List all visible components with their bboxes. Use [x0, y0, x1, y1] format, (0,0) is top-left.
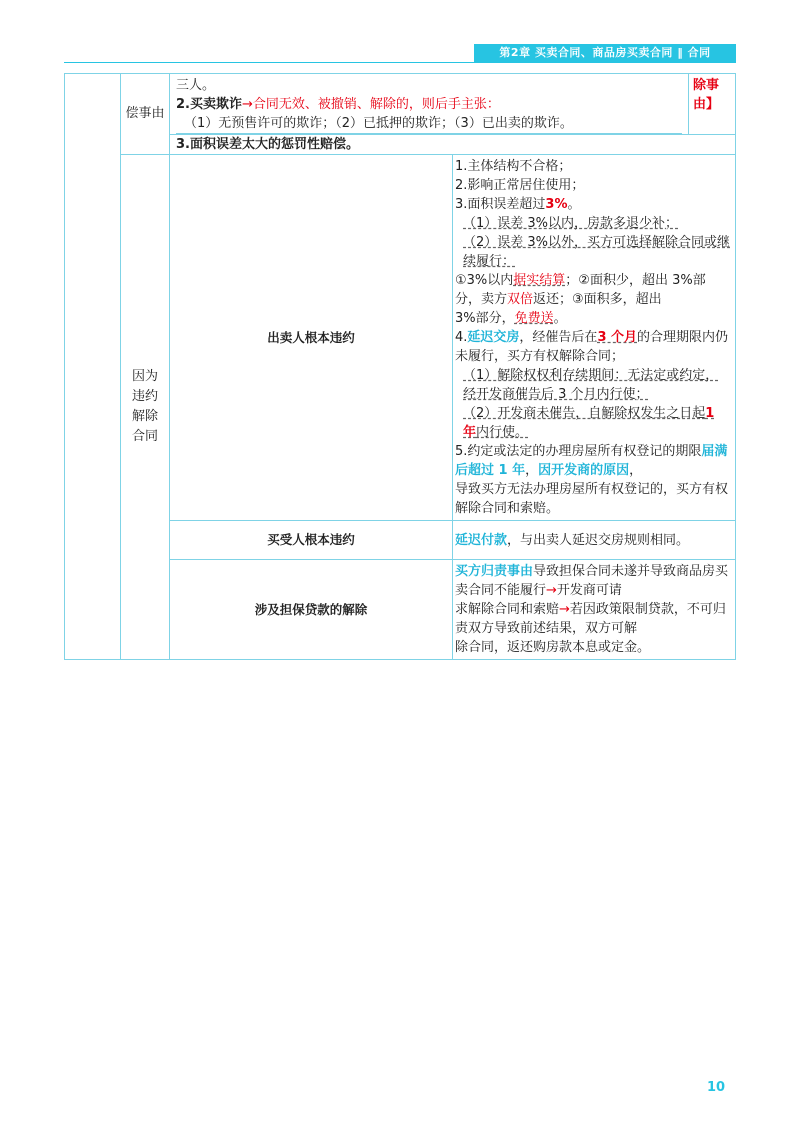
- loan-content: 买方归责事由导致担保合同未遂并导致商品房买卖合同不能履行→开发商可请 求解除合同和索赔→若因政策限制贷款，不可归责双方导致前述结果，双方可解 除合同，返还购房款本息或定金。: [453, 560, 736, 660]
- chapter-header: 第2章 买卖合同、商品房买卖合同 ‖ 合同: [474, 44, 736, 62]
- header-divider: [64, 62, 736, 63]
- side-label-cell: 偿事由: [121, 74, 170, 155]
- table-row: [65, 155, 736, 521]
- table-row: [65, 74, 736, 155]
- buyer-content: 延迟付款，与出卖人延迟交房规则相同。: [453, 521, 736, 560]
- seller-content: 1.主体结构不合格； 2.影响正常居住使用； 3.面积误差超过3%。 （1）误差 3%以内，房款多退少补； （2）误差 3%以外，买方可选择解除合同或继续履行： ①3%以内据实结算；②面积少，超出 3%部分，卖方双倍返还；③面积多，超出 3%部分，免费送。 4.延迟交房，经催告后在3 个月的合理期限内仍未履行，买方有权解除合同； （1）解除权权利存续期间：无法定或约定，经开发商催告后 3 个月内行使； （2）开发商未催告，自解除权发生之日起1 年内行使。 5.约定或法定的办理房屋所有权登记的期限届满后超过 1 年，因开发商的原因， 导致买方无法办理房屋所有权登记的，买方有权解除合同和索赔。: [453, 155, 736, 521]
- text-line: （1）无预售许可的欺诈；（2）已抵押的欺诈；（3）已出卖的欺诈。: [176, 114, 682, 134]
- section-label: 因为违约解除合同: [121, 155, 170, 660]
- text-line: 三人。: [176, 78, 216, 93]
- category-seller: 出卖人根本违约: [170, 155, 453, 521]
- top-content-cell: [170, 74, 736, 155]
- text-line: 2.买卖欺诈→合同无效、被撤销、解除的，则后手主张：: [176, 97, 500, 112]
- contract-table: [64, 73, 736, 660]
- category-buyer: 买受人根本违约: [170, 521, 453, 560]
- text-line: 3.面积误差太大的惩罚性赔偿。: [176, 137, 359, 152]
- outer-column: [65, 74, 121, 660]
- right-label: 除事由】: [693, 78, 720, 112]
- category-loan: 涉及担保贷款的解除: [170, 560, 453, 660]
- page-number: 10: [706, 1080, 726, 1095]
